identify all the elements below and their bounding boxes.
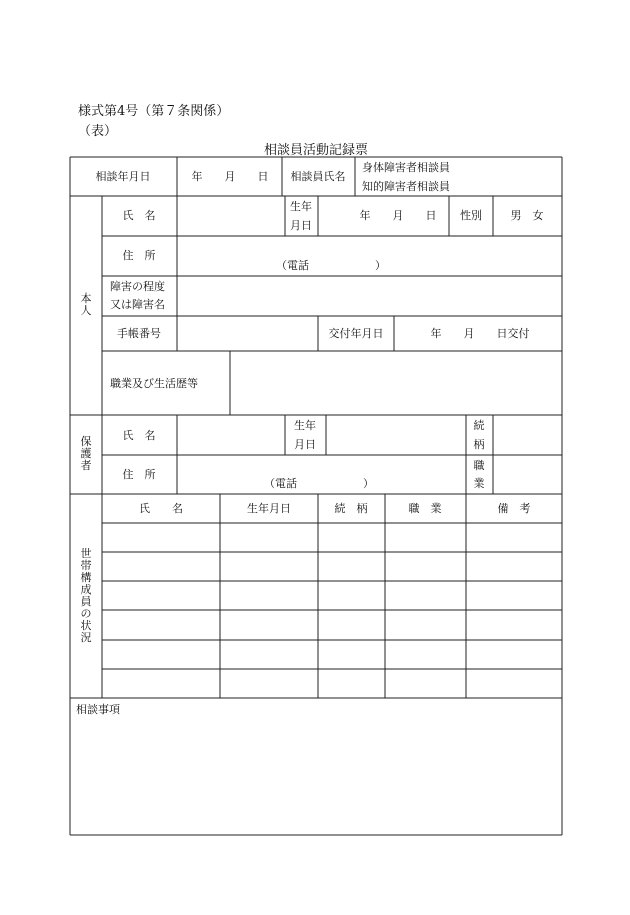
guardian-birth-label-1: 生年	[294, 419, 316, 432]
guardian-section-label: 保護者	[80, 435, 92, 472]
household-col-relation: 続 柄	[334, 502, 368, 515]
person-sex-field[interactable]: 男 女	[510, 209, 544, 222]
guardian-job-label-1: 職	[473, 459, 485, 472]
form-title: 相談員活動記録票	[263, 143, 368, 158]
handbook-number-label: 手帳番号	[117, 327, 161, 340]
consult-date-label: 相談年月日	[95, 170, 151, 183]
household-col-birthdate: 生年月日	[247, 502, 291, 515]
person-address-label: 住 所	[122, 249, 156, 262]
form-number: 様式第4号（第７条関係）	[78, 104, 230, 119]
consultation-matters-field[interactable]	[71, 720, 561, 834]
guardian-job-label-2: 業	[473, 477, 485, 490]
issue-date-field[interactable]: 年 月 日交付	[430, 327, 530, 340]
disability-label-1: 障害の程度	[110, 280, 165, 293]
guardian-birth-label-2: 月日	[294, 438, 316, 451]
occupation-history-label: 職業及び生活歴等	[110, 377, 198, 390]
consult-date-field[interactable]: 年 月 日	[191, 170, 269, 183]
guardian-relation-label-2: 柄	[473, 438, 485, 451]
person-phone-field[interactable]: （電話 ）	[276, 259, 386, 272]
counselor-option-intellectual[interactable]: 知的障害者相談員	[362, 180, 450, 193]
consultation-matters-label: 相談事項	[76, 703, 120, 716]
person-birth-label-2: 月日	[290, 219, 312, 232]
counselor-option-physical[interactable]: 身体障害者相談員	[362, 161, 450, 174]
counselor-name-label: 相談員氏名	[290, 170, 346, 183]
person-name-label: 氏 名	[122, 209, 156, 222]
person-birth-label-1: 生年	[290, 200, 312, 213]
guardian-phone-field[interactable]: （電話 ）	[264, 477, 374, 490]
household-section-label: 世帯構成員の状況	[80, 547, 92, 644]
issue-date-label: 交付年月日	[328, 327, 384, 340]
person-birth-field[interactable]: 年 月 日	[359, 209, 437, 222]
household-col-remarks: 備 考	[497, 502, 531, 515]
guardian-address-label: 住 所	[122, 468, 156, 481]
disability-label-2: 又は障害名	[110, 298, 165, 311]
person-name-field[interactable]	[178, 200, 284, 234]
household-col-occupation: 職 業	[408, 502, 442, 515]
form-side-label: （表）	[78, 124, 118, 139]
person-sex-label: 性別	[460, 209, 482, 222]
person-section-label: 本人	[80, 292, 92, 317]
guardian-relation-label-1: 続	[473, 419, 485, 432]
guardian-name-label: 氏 名	[122, 429, 156, 442]
household-col-name: 氏 名	[139, 502, 183, 515]
